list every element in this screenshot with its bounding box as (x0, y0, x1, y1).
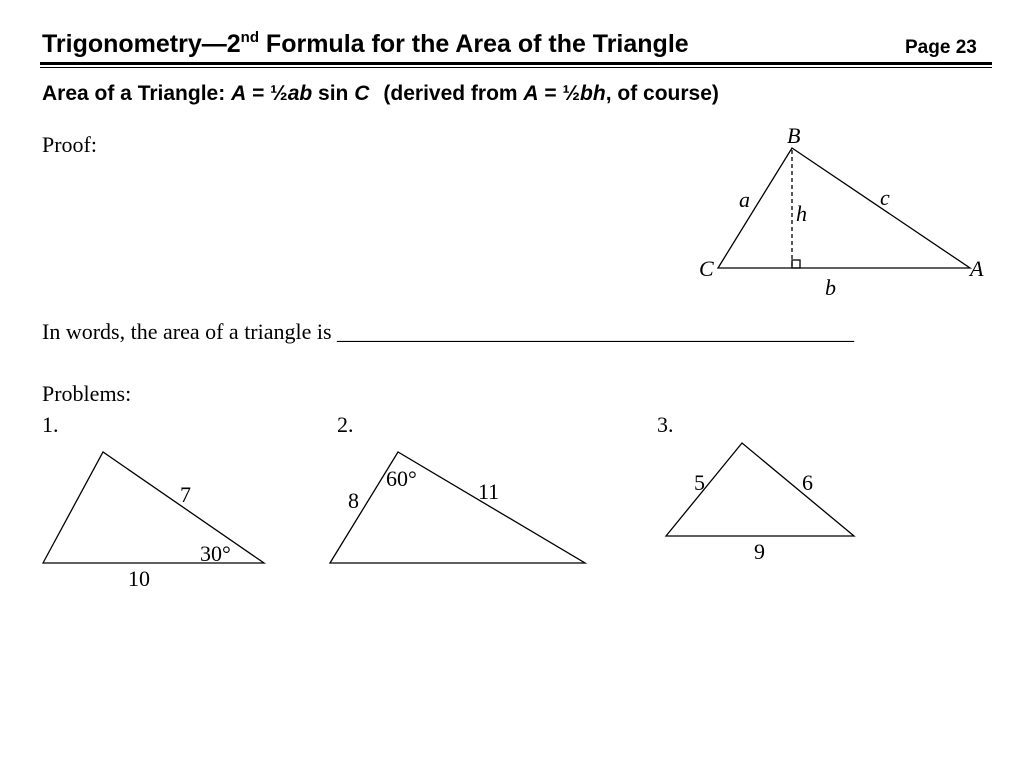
proof-triangle (718, 148, 970, 268)
problem-3-side-6: 6 (802, 470, 813, 495)
formula-var-c: C (354, 82, 370, 105)
problem-1-triangle (43, 452, 264, 563)
problem-2-side-11: 11 (478, 479, 500, 504)
formula-derived-close: , of course) (605, 82, 719, 105)
formula-var-ab: ab (287, 82, 313, 105)
formula-var-bh: bh (580, 82, 606, 105)
title-superscript: nd (240, 29, 259, 46)
problem-3-triangle-figure (666, 443, 854, 564)
problems-heading: Problems: (42, 381, 132, 406)
words-fill-in-line: In words, the area of a triangle is _______________________________________________ (42, 319, 855, 344)
problem-1-side-10: 10 (128, 566, 150, 591)
problem-1-angle-30: 30° (200, 541, 231, 566)
formula-sin: sin (312, 82, 355, 105)
problem-2-side-8: 8 (348, 488, 359, 513)
right-angle-marker (792, 260, 800, 268)
formula-label: Area of a Triangle: (42, 82, 232, 105)
vertex-label-b: B (787, 123, 801, 148)
formula-var-a: A (231, 82, 247, 105)
title-prefix: Trigonometry—2 (42, 30, 241, 58)
side-label-b: b (825, 275, 836, 300)
side-label-c: c (880, 185, 890, 210)
proof-triangle-figure (699, 123, 984, 300)
problem-2-number: 2. (337, 412, 354, 437)
problem-1-number: 1. (42, 412, 59, 437)
formula-var-a2: A (523, 82, 539, 105)
formula-equals-half-2: = ½ (538, 82, 581, 105)
title-suffix: Formula for the Area of the Triangle (258, 30, 689, 58)
problem-1-triangle-figure (43, 452, 264, 591)
problem-3-side-5: 5 (694, 470, 705, 495)
proof-label: Proof: (42, 132, 97, 157)
formula-derived-open: (derived from (383, 82, 524, 105)
problem-3-number: 3. (657, 412, 674, 437)
height-label-h: h (796, 201, 807, 226)
problem-1-side-7: 7 (180, 482, 191, 507)
problem-3-side-9: 9 (754, 539, 765, 564)
page-number: Page 23 (905, 37, 977, 58)
vertex-label-a: A (970, 256, 984, 281)
problem-2-triangle (330, 452, 585, 563)
side-label-a: a (739, 187, 750, 212)
formula-equals-half: = ½ (246, 82, 288, 105)
problem-2-angle-60: 60° (386, 466, 417, 491)
problem-2-triangle-figure (330, 452, 585, 563)
vertex-label-c: C (699, 256, 714, 281)
